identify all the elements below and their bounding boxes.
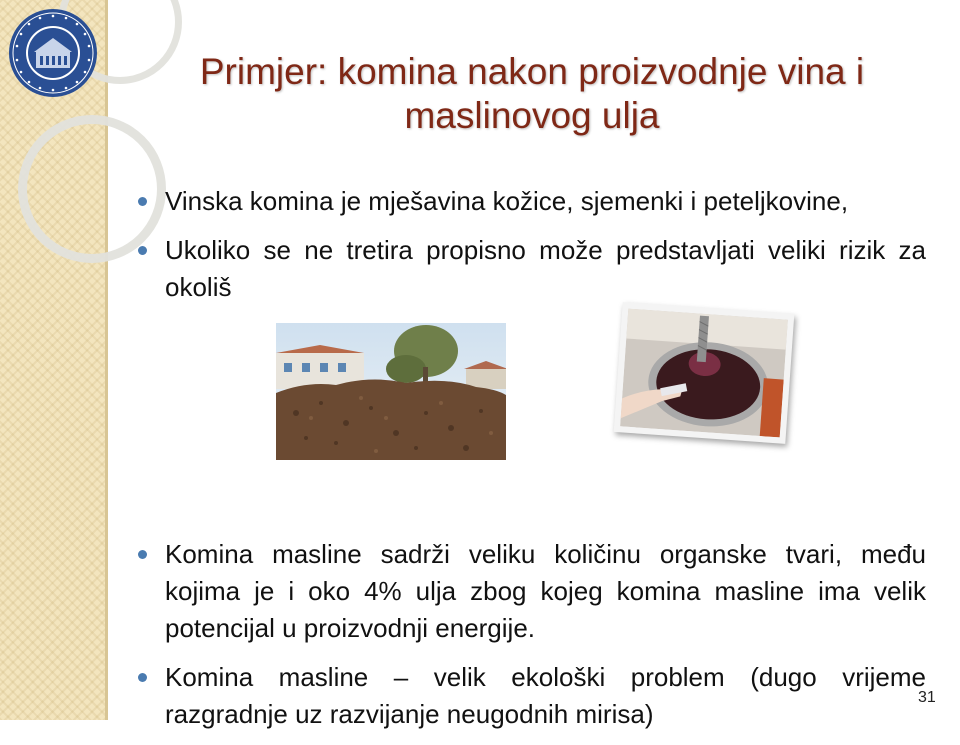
bullet-dot-icon bbox=[138, 550, 147, 559]
bullet-text: Komina masline sadrži veliku količinu organske tvari, među kojima je i oko 4% ulja zbog kojeg komina masline ima velik potencijal u proizvodnji energije. bbox=[165, 539, 926, 643]
bullet-item bbox=[138, 232, 926, 306]
wine-press-pomace-photo bbox=[614, 302, 795, 444]
bullet-item bbox=[138, 659, 926, 733]
bullet-item bbox=[138, 183, 926, 220]
decorative-sidebar bbox=[0, 0, 105, 720]
bullet-dot-icon bbox=[138, 673, 147, 682]
wine-press-pomace-image bbox=[620, 309, 788, 438]
sidebar-divider bbox=[105, 0, 108, 720]
university-seal-logo bbox=[8, 8, 98, 98]
bullet-item bbox=[138, 536, 926, 647]
bullet-text: Komina masline – velik ekološki problem (dugo vrijeme razgradnje uz razvijanje neugodnih mirisa) bbox=[165, 662, 926, 729]
bullet-dot-icon bbox=[138, 246, 147, 255]
bullet-list-top bbox=[138, 183, 926, 318]
bullet-dot-icon bbox=[138, 197, 147, 206]
slide-title bbox=[112, 50, 952, 138]
bullet-list-bottom bbox=[138, 536, 926, 745]
slide-title-line-2: maslinovog ulja bbox=[404, 95, 660, 136]
bullet-text: Vinska komina je mješavina kožice, sjemenki i peteljkovine, bbox=[165, 186, 849, 216]
page-number: 31 bbox=[918, 689, 936, 706]
bullet-text: Ukoliko se ne tretira propisno može predstavljati veliki rizik za okoliš bbox=[165, 235, 926, 302]
pomace-pile-photo bbox=[276, 323, 506, 460]
slide-title-line-1: Primjer: komina nakon proizvodnje vina i bbox=[199, 51, 865, 92]
